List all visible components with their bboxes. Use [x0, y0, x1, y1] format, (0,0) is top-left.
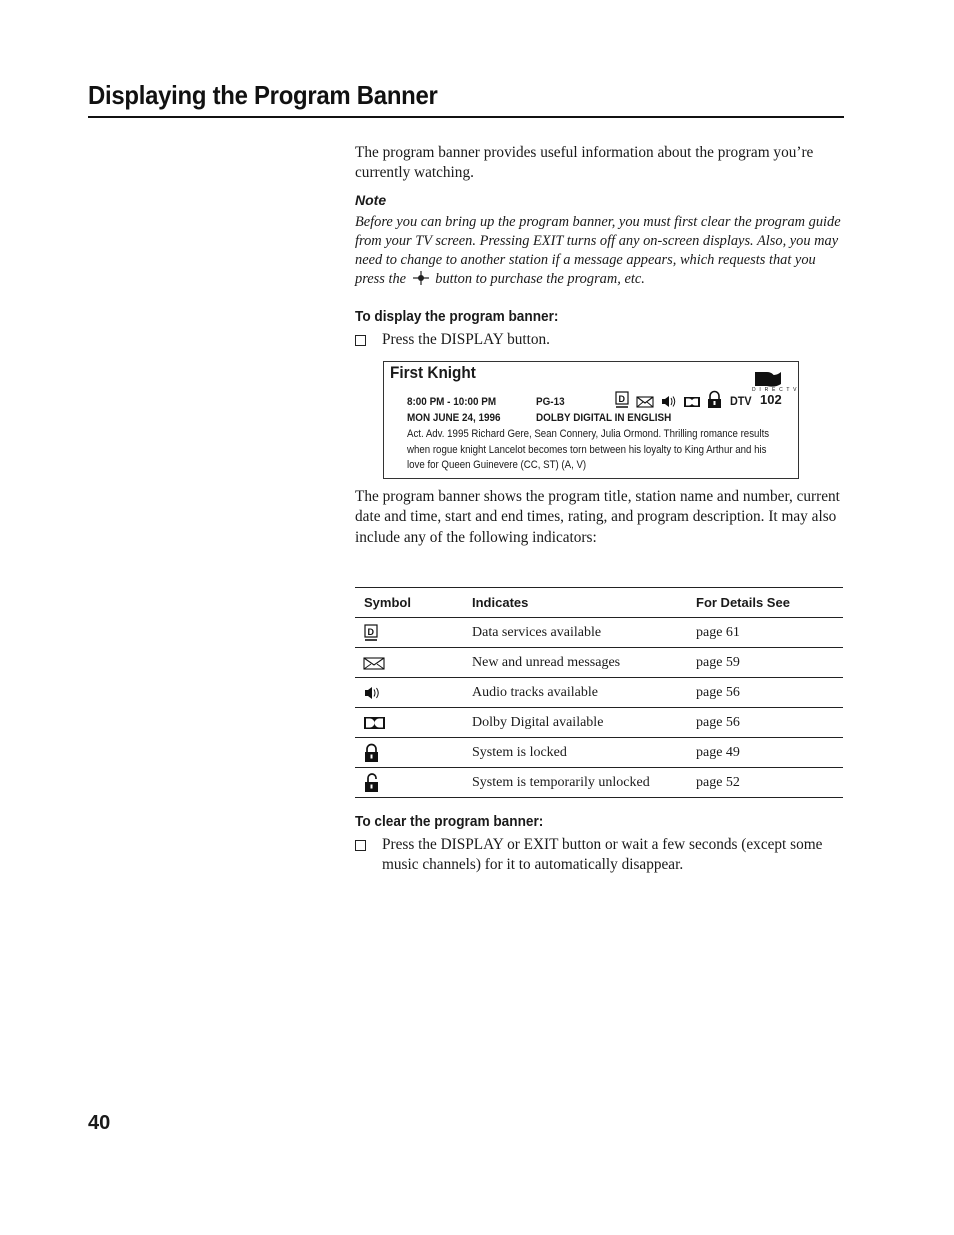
- page-title: Displaying the Program Banner: [88, 80, 438, 110]
- table-header-row: [355, 588, 843, 618]
- clear-step-text: Press the DISPLAY or EXIT button or wait a few seconds (except some music channels) for it to automatically disappear.: [382, 836, 823, 874]
- intro-paragraph: The program banner provides useful information about the program you’re currently watching.: [355, 144, 814, 182]
- page-number: 40: [88, 1112, 111, 1134]
- note-text: [355, 213, 847, 292]
- lock-icon: [708, 392, 721, 409]
- banner-title: First Knight: [390, 363, 476, 382]
- banner-indicator-icons: [615, 389, 725, 409]
- table-cell-page: page 52: [696, 774, 740, 790]
- clear-step: [355, 835, 843, 876]
- table-cell-page: page 59: [696, 654, 740, 670]
- lock-icon: [355, 738, 472, 767]
- dolby-digital-icon: [355, 708, 472, 737]
- table-row: [355, 678, 843, 708]
- dolby-digital-icon: [684, 397, 700, 407]
- banner-time: 8:00 PM - 10:00 PM: [407, 396, 497, 408]
- table-row: [355, 648, 843, 678]
- table-cell-indicates: System is locked: [472, 744, 567, 760]
- note-heading: Note: [355, 192, 387, 208]
- table-cell-indicates: Dolby Digital available: [472, 714, 604, 730]
- message-envelope-icon: [355, 648, 472, 677]
- display-step: [355, 330, 843, 350]
- speaker-icon: [355, 678, 472, 707]
- unlock-icon: [355, 768, 472, 797]
- svg-text:D: D: [618, 394, 625, 404]
- table-cell-page: page 56: [696, 684, 740, 700]
- table-row: [355, 738, 843, 768]
- svg-text:D: D: [367, 626, 374, 637]
- table-row: [355, 768, 843, 798]
- banner-explain-paragraph: The program banner shows the program title, station name and number, current date and time, start and end times, rating, and program description. It may also include any of the following indicators:: [355, 488, 840, 546]
- table-cell-indicates: System is temporarily unlocked: [472, 774, 650, 790]
- title-rule: [88, 116, 844, 118]
- table-cell-indicates: Audio tracks available: [472, 684, 598, 700]
- banner-rating: PG-13: [536, 396, 565, 408]
- indicator-table: [355, 587, 843, 798]
- step-checkbox: [355, 840, 366, 851]
- program-banner: [383, 361, 799, 479]
- banner-description: Act. Adv. 1995 Richard Gere, Sean Connery, Julia Ormond. Thrilling romance results when rogue knight Lancelot becomes torn between his loyalty to King Arthur and his love for Queen Guinevere (CC, ST) (A, V): [407, 428, 770, 471]
- table-header-indicates: Indicates: [472, 595, 529, 610]
- banner-date: MON JUNE 24, 1996: [407, 412, 501, 424]
- table-cell-page: page 56: [696, 714, 740, 730]
- table-row: [355, 708, 843, 738]
- clear-heading: To clear the program banner:: [355, 814, 544, 830]
- display-heading: To display the program banner:: [355, 309, 559, 325]
- svg-text:D I R E C T V: D I R E C T V: [752, 387, 798, 393]
- data-services-icon: [616, 392, 628, 407]
- note-text-after: button to purchase the program, etc.: [435, 271, 645, 287]
- message-envelope-icon: [637, 397, 653, 407]
- display-step-text: Press the DISPLAY button.: [382, 331, 550, 348]
- banner-audio: DOLBY DIGITAL IN ENGLISH: [536, 412, 672, 424]
- table-cell-indicates: New and unread messages: [472, 654, 621, 670]
- step-checkbox: [355, 335, 366, 346]
- speaker-icon: [662, 396, 675, 407]
- note-text-before: Before you can bring up the program banner, you must first clear the program guide from your TV screen. Pressing EXIT turns off any on-screen displays. Also, you may need to change to another station if a message appears, which requests that you press the: [355, 214, 841, 287]
- table-cell-page: page 61: [696, 624, 740, 640]
- table-row: [355, 618, 843, 648]
- select-button-icon: [412, 270, 430, 292]
- data-services-icon: [355, 618, 472, 647]
- table-cell-page: page 49: [696, 744, 740, 760]
- table-header-symbol: Symbol: [364, 595, 411, 610]
- table-header-details: For Details See: [696, 595, 790, 610]
- banner-channel: 102: [760, 392, 782, 407]
- table-cell-indicates: Data services available: [472, 624, 602, 640]
- banner-station: DTV: [730, 394, 752, 408]
